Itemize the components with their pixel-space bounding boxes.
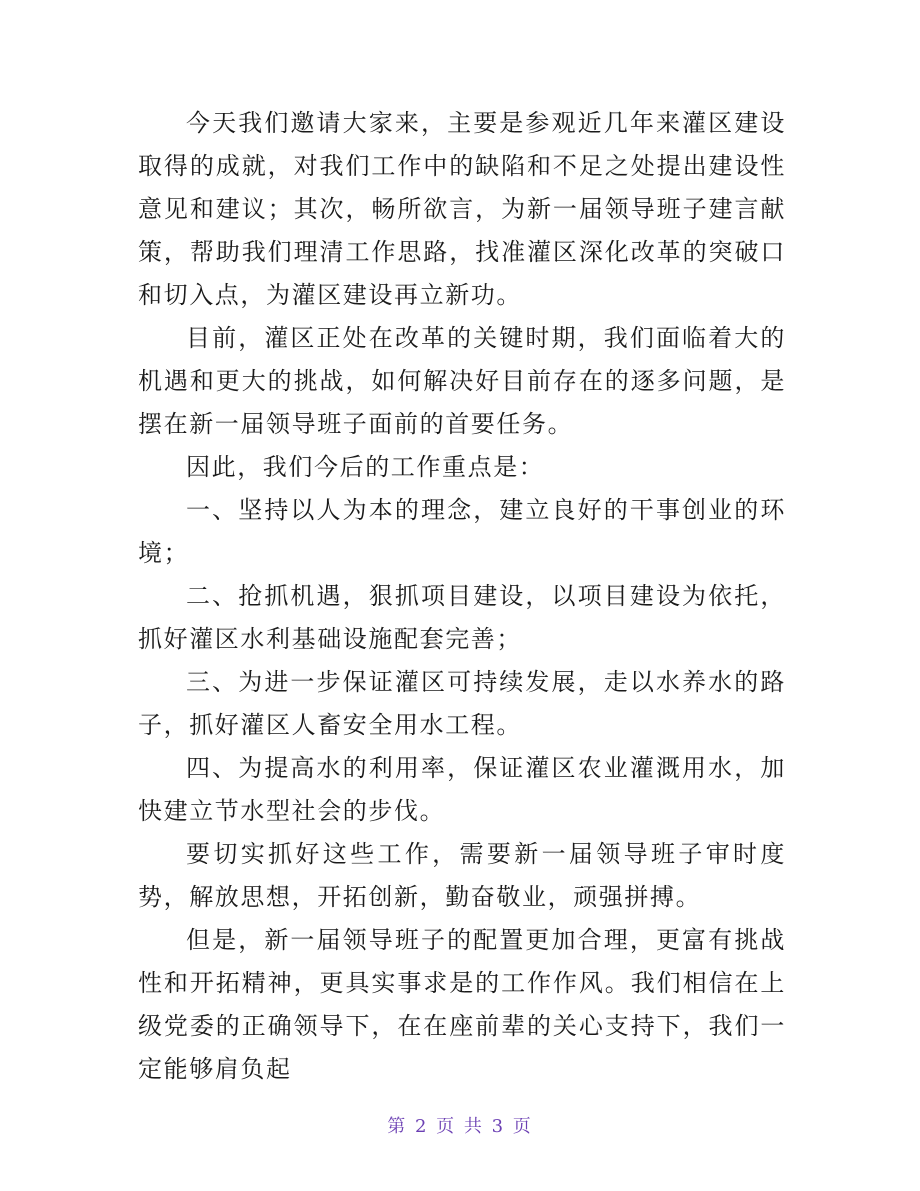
paragraph-7: 四、为提高水的利用率，保证灌区农业灌溉用水，加快建立节水型社会的步伐。	[138, 754, 786, 825]
paragraph-1: 今天我们邀请大家来，主要是参观近几年来灌区建设取得的成就，对我们工作中的缺陷和不足之处提出建设性意见和建议；其次，畅所欲言，为新一届领导班子建言献策，帮助我们理清工作思路，找准灌区深化改革的突破口和切入点，为灌区建设再立新功。	[138, 109, 786, 309]
document-body	[138, 102, 786, 1091]
paragraph-8: 要切实抓好这些工作，需要新一届领导班子审时度势，解放思想，开拓创新，勤奋敬业，顽强拼搏。	[138, 840, 786, 911]
page-footer: 第 2 页 共 3 页	[387, 1116, 533, 1137]
paragraph-6: 三、为进一步保证灌区可持续发展，走以水养水的路子，抓好灌区人畜安全用水工程。	[138, 668, 786, 739]
paragraph-3: 因此，我们今后的工作重点是：	[186, 453, 545, 481]
paragraph-2: 目前，灌区正处在改革的关键时期，我们面临着大的机遇和更大的挑战，如何解决好目前存在的逐多问题，是摆在新一届领导班子面前的首要任务。	[138, 324, 786, 438]
paragraph-9: 但是，新一届领导班子的配置更加合理，更富有挑战性和开拓精神，更具实事求是的工作作风。我们相信在上级党委的正确领导下，在在座前辈的关心支持下，我们一定能够肩负起	[138, 926, 786, 1083]
paragraph-5: 二、抢抓机遇，狠抓项目建设，以项目建设为依托，抓好灌区水利基础设施配套完善；	[138, 582, 786, 653]
paragraph-4: 一、坚持以人为本的理念，建立良好的干事创业的环境；	[138, 496, 786, 567]
